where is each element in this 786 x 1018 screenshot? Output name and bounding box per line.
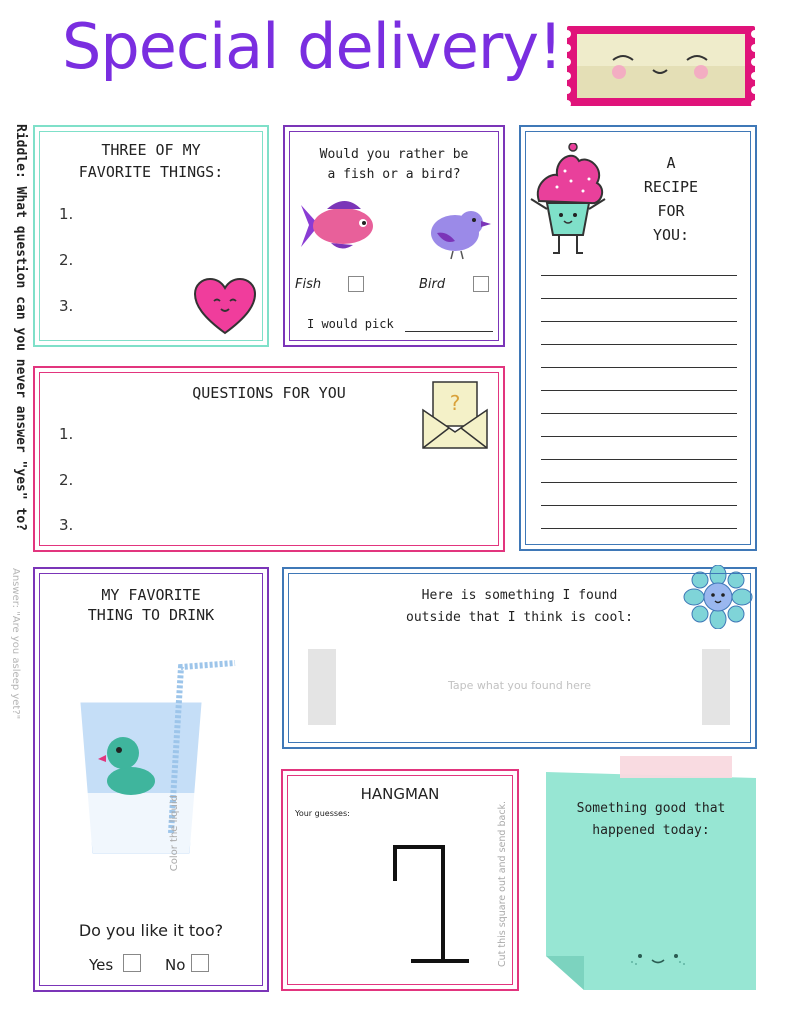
- heart-icon: [193, 277, 257, 335]
- recipe-line[interactable]: [541, 367, 737, 368]
- favorites-item-2: 2.: [59, 251, 74, 269]
- sticky-note: [544, 770, 758, 992]
- wyr-question-line2: a fish or a bird?: [327, 167, 461, 182]
- envelope-icon: [419, 380, 491, 450]
- recipe-line[interactable]: [541, 528, 737, 529]
- bird-icon: [423, 203, 495, 261]
- guesses-label: Your guesses:: [295, 809, 350, 818]
- question-item-2: 2.: [59, 471, 74, 489]
- recipe-box: [519, 125, 757, 551]
- question-item-3: 3.: [59, 516, 74, 534]
- cut-hint: Cut this square out and send back.: [497, 800, 508, 967]
- recipe-line[interactable]: [541, 436, 737, 437]
- bird-label: Bird: [419, 277, 446, 292]
- recipe-line[interactable]: [541, 459, 737, 460]
- glass-with-duck-icon: [75, 653, 245, 859]
- pick-label: I would pick: [307, 317, 394, 331]
- recipe-heading-line3: FOR: [657, 202, 685, 220]
- found-heading-line1: Here is something I found: [421, 588, 618, 603]
- favorites-item-1: 1.: [59, 205, 74, 223]
- fish-checkbox[interactable]: [348, 276, 364, 292]
- drink-heading-line2: THING TO DRINK: [87, 606, 215, 624]
- recipe-heading-line2: RECIPE: [643, 178, 699, 196]
- cupcake-icon: [527, 143, 609, 257]
- recipe-line[interactable]: [541, 298, 737, 299]
- recipe-heading-line1: A: [666, 154, 676, 172]
- color-hint: Color the liquid: [169, 795, 180, 872]
- recipe-line[interactable]: [541, 275, 737, 276]
- recipe-line[interactable]: [541, 482, 737, 483]
- riddle-text: Riddle: What question can you never answer "yes" to?: [13, 124, 28, 531]
- recipe-line[interactable]: [541, 413, 737, 414]
- found-box: [282, 567, 757, 749]
- sticky-tape: [620, 756, 732, 778]
- questions-heading: QUESTIONS FOR YOU: [192, 384, 346, 402]
- hangman-gallows: [391, 845, 471, 963]
- favorites-heading-line2: FAVORITE THINGS:: [78, 163, 224, 181]
- hangman-box: [281, 769, 519, 991]
- question-item-1: 1.: [59, 425, 74, 443]
- recipe-heading-line4: YOU:: [652, 226, 690, 244]
- bird-checkbox[interactable]: [473, 276, 489, 292]
- sticky-line1: Something good that: [576, 801, 726, 816]
- found-heading-line2: outside that I think is cool:: [406, 610, 633, 625]
- yes-checkbox[interactable]: [123, 954, 141, 972]
- tape-hint: Tape what you found here: [448, 679, 591, 692]
- envelope-mark: ?: [449, 391, 461, 415]
- page-title: Special delivery!: [62, 10, 562, 83]
- recipe-line[interactable]: [541, 505, 737, 506]
- fish-label: Fish: [295, 277, 322, 292]
- stamp-sticker: [565, 24, 757, 108]
- favorites-box: [33, 125, 269, 347]
- hangman-heading: HANGMAN: [360, 785, 440, 803]
- riddle-answer: Answer: "Are you asleep yet?": [10, 568, 21, 720]
- no-label: No: [165, 956, 186, 974]
- recipe-line[interactable]: [541, 344, 737, 345]
- favorites-heading-line1: THREE OF MY: [101, 141, 201, 159]
- wyr-question-line1: Would you rather be: [319, 147, 469, 162]
- sticky-line2: happened today:: [592, 823, 710, 838]
- flower-icon: [680, 565, 756, 629]
- no-checkbox[interactable]: [191, 954, 209, 972]
- yes-label: Yes: [89, 956, 114, 974]
- pick-answer-line[interactable]: [405, 331, 493, 332]
- fish-icon: [297, 195, 381, 257]
- would-you-rather-box: [283, 125, 505, 347]
- sticky-face-icon: [628, 948, 688, 968]
- recipe-line[interactable]: [541, 321, 737, 322]
- recipe-line[interactable]: [541, 390, 737, 391]
- questions-box: [33, 366, 505, 552]
- drink-question: Do you like it too?: [78, 921, 224, 940]
- drink-box: [33, 567, 269, 992]
- drink-heading-line1: MY FAVORITE: [101, 586, 201, 604]
- favorites-item-3: 3.: [59, 297, 74, 315]
